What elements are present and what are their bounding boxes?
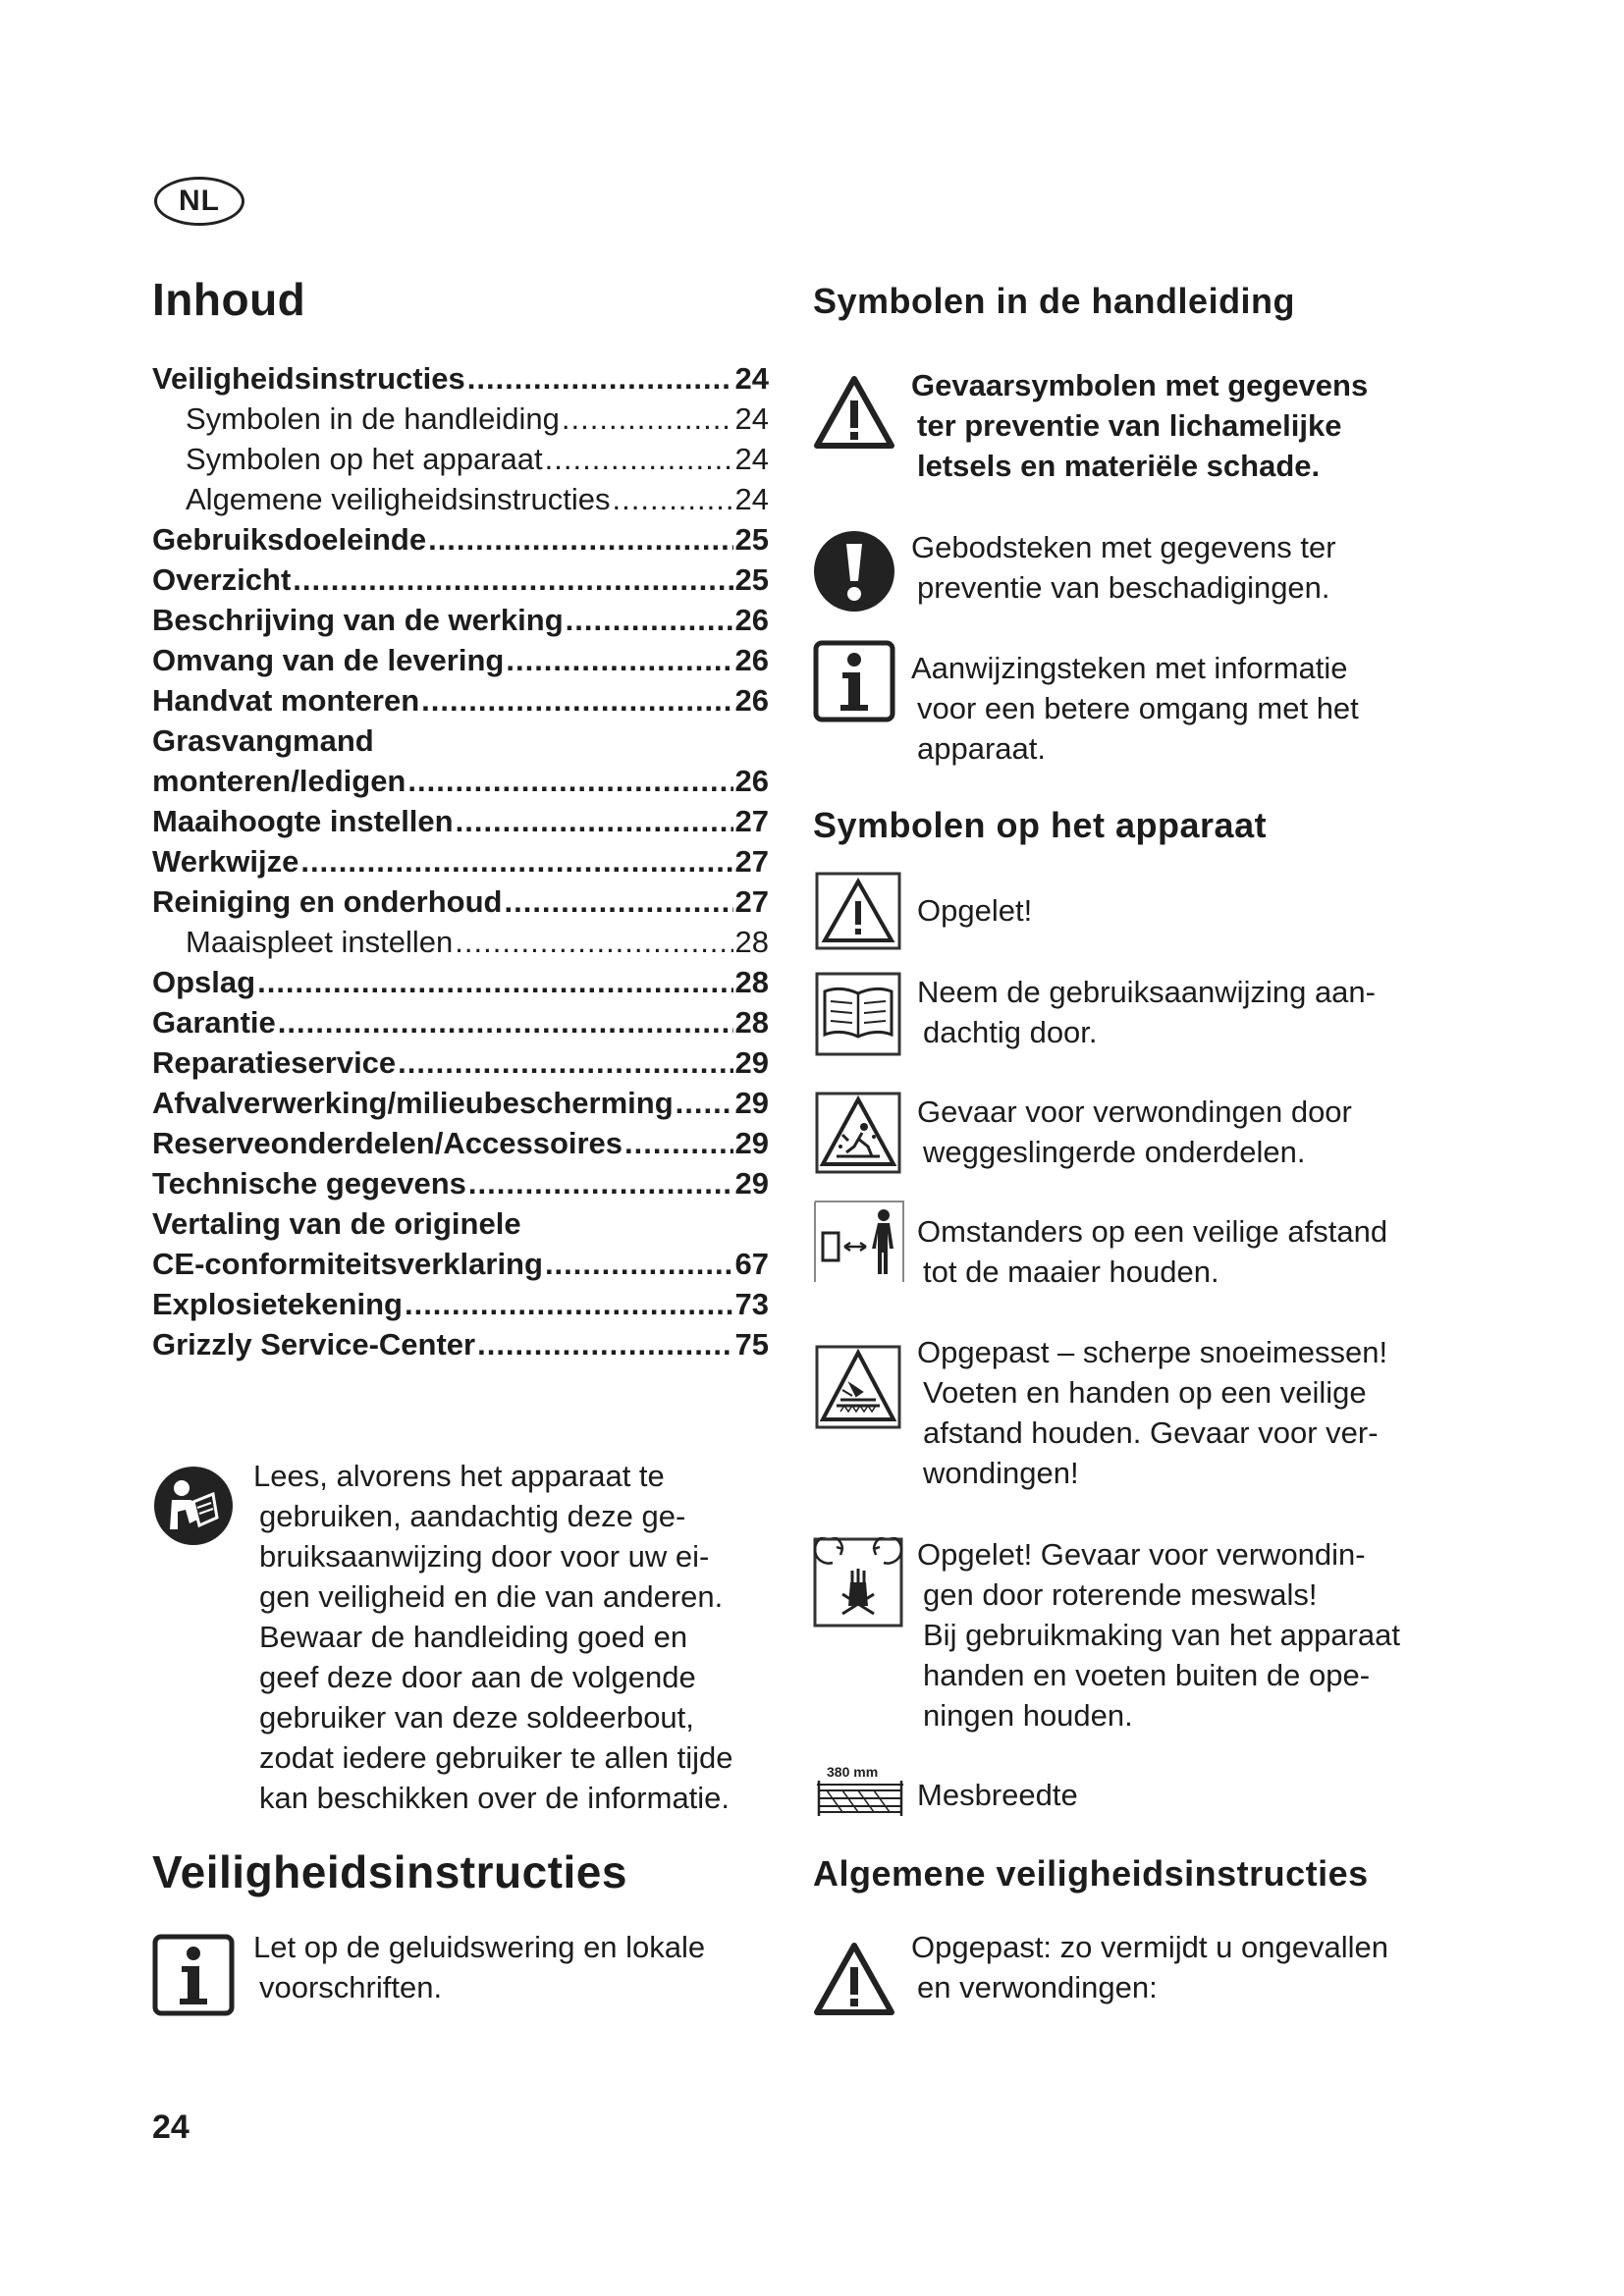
toc-title: Inhoud [152,274,306,325]
toc-entry-title: Symbolen op het apparaat [186,442,543,476]
text-line: weggeslingerde onderdelen. [923,1135,1306,1169]
device-symbol-text-thrown [917,1092,1352,1172]
device-symbol-text-width [917,1775,1078,1815]
toc-leader-dots [477,1327,732,1362]
text-line: gen veiligheid en die van anderen. [259,1579,724,1614]
toc-leader-dots [613,482,733,517]
toc-entry-title: Grasvangmand [152,723,374,758]
language-badge [154,177,244,226]
toc-entry [152,401,769,442]
toc-leader-dots [624,1126,732,1161]
text-line: bruiksaanwijzing door voor uw ei- [259,1539,710,1574]
toc-entry-page: 29 [734,1166,769,1201]
toc-entry-title: Veiligheidsinstructies [152,361,465,396]
manual-symbol-text-info [911,648,1359,769]
toc-entry-page: 26 [734,643,769,677]
text-line: gebruiker van deze soldeerbout, [259,1700,694,1735]
toc-entry [152,1126,769,1166]
toc-leader-dots [456,804,733,839]
text-line: Opgelet! Gevaar voor verwondin- [917,1537,1366,1572]
toc-entry [152,1206,769,1247]
toc-entry [152,723,769,764]
text-line: Lees, alvorens het apparaat te [253,1459,665,1493]
text-line: wondingen! [923,1456,1079,1490]
toc-entry-page: 24 [734,361,769,396]
language-code: NL [179,185,220,217]
toc-entry [152,965,769,1005]
text-line: afstand houden. Gevaar voor ver- [923,1415,1379,1450]
toc-leader-dots [506,643,732,678]
toc-entry [152,562,769,603]
text-line: Let op de geluidswering en lokale [253,1930,706,1964]
toc-entry-title: CE-conformiteitsverklaring [152,1247,543,1281]
toc-leader-dots [504,884,732,920]
text-line: Opgepast – scherpe snoeimessen! [917,1335,1388,1369]
device-symbol-text-caution [917,890,1032,931]
warning-triangle-icon [813,375,895,450]
safety-note [253,1927,705,2007]
toc-leader-dots [300,844,732,880]
rotating-blades-icon [813,1537,903,1628]
manual-symbol-text-mandatory [911,527,1336,608]
toc-leader-dots [455,925,732,960]
toc-entry-page: 75 [734,1327,769,1362]
safety-title: Veiligheidsinstructies [152,1846,627,1897]
device-symbols-title: Symbolen op het apparaat [813,805,1268,845]
page-number: 24 [152,2109,189,2146]
text-line: Gebodsteken met gegevens ter [911,530,1336,564]
toc-entry [152,482,769,522]
toc-entry-title: Reserveonderdelen/Accessoires [152,1126,623,1160]
text-line: Gevaarsymbolen met gegevens [911,368,1369,402]
toc-entry [152,1166,769,1206]
warning-triangle-icon [813,1942,895,2016]
toc-entry-title: Maaihoogte instellen [152,804,454,838]
toc-entry-page: 26 [734,764,769,798]
read-manual-icon [152,1465,235,1547]
toc-entry [152,522,769,562]
toc-entry [152,764,769,804]
toc-entry-page: 24 [734,401,769,436]
caution-icon [815,872,901,950]
toc-entry-title: Werkwijze [152,844,299,879]
text-line: voorschriften. [259,1970,443,2004]
toc-entry-page: 28 [734,1005,769,1040]
text-line: zodat iedere gebruiker te allen tijde [259,1740,733,1775]
text-line: apparaat. [917,731,1046,766]
toc-leader-dots [562,401,733,437]
toc-leader-dots [545,1247,733,1282]
toc-entry-page: 24 [734,442,769,476]
general-safety-title: Algemene veiligheidsinstructies [813,1853,1369,1894]
toc-entry-title: Garantie [152,1005,276,1040]
toc-leader-dots [405,1287,733,1322]
toc-entry-page: 24 [734,482,769,516]
device-symbol-text-bystander [917,1211,1387,1292]
toc-entry-title: Handvat monteren [152,683,420,718]
toc-leader-dots [407,764,732,799]
toc-entry-title: Symbolen in de handleiding [186,401,560,436]
text-line: Voeten en handen op een veilige [923,1375,1367,1410]
toc-entry-title: Overzicht [152,562,292,597]
toc-leader-dots [278,1005,733,1041]
info-sign-icon [813,640,895,722]
toc-entry [152,442,769,482]
thrown-objects-icon [815,1092,901,1174]
toc-leader-dots [545,442,733,477]
toc-entry [152,884,769,925]
toc-entry [152,844,769,884]
manual-symbols-title: Symbolen in de handleiding [813,281,1296,321]
device-symbol-text-blades [917,1332,1387,1493]
toc-entry-page: 25 [734,522,769,557]
text-line: Omstanders op een veilige afstand [917,1214,1388,1249]
toc-leader-dots [293,562,732,598]
read-manual-notice [253,1456,733,1818]
toc-leader-dots [468,1166,733,1201]
device-symbol-text-read [917,972,1376,1052]
sharp-blades-icon [815,1345,901,1429]
toc-entry [152,1327,769,1367]
text-line: Bewaar de handleiding goed en [259,1620,688,1654]
toc-entry-title: Vertaling van de originele [152,1206,521,1241]
toc-entry-page: 28 [734,925,769,959]
text-line: Opgelet! [917,893,1033,928]
toc-entry-title: Beschrijving van de werking [152,603,564,637]
toc-leader-dots [676,1086,733,1121]
text-line: ningen houden. [923,1698,1133,1733]
device-symbol-text-rotating [917,1534,1400,1735]
toc-leader-dots [421,683,732,719]
toc-leader-dots [257,965,732,1000]
toc-leader-dots [398,1045,732,1081]
toc-entry [152,1045,769,1086]
toc-entry [152,1005,769,1045]
text-line: gebruiken, aandachtig deze ge- [259,1499,686,1533]
manual-symbol-text-danger [911,365,1368,486]
toc-entry-title: Omvang van de levering [152,643,505,677]
toc-entry-page: 29 [734,1126,769,1160]
toc-entry [152,1086,769,1126]
toc-entry-title: Gebruiksdoeleinde [152,522,427,557]
toc-entry-title: Afvalverwerking/milieubescherming [152,1086,674,1120]
text-line: Opgepast: zo vermijdt u ongevallen [911,1930,1388,1964]
cutting-width-label: 380 mm [827,1764,879,1780]
text-line: geef deze door aan de volgende [259,1660,696,1694]
toc-entry [152,925,769,965]
toc-entry-title: Reiniging en onderhoud [152,884,503,919]
toc-entry [152,603,769,643]
bystander-distance-icon [813,1200,905,1284]
text-line: tot de maaier houden. [923,1255,1219,1289]
toc-entry-title: Reparatieservice [152,1045,397,1080]
toc-entry-page: 26 [734,683,769,718]
toc-entry-page: 29 [734,1045,769,1080]
text-line: preventie van beschadigingen. [917,570,1330,605]
toc-entry-page: 27 [734,844,769,879]
mandatory-sign-icon [813,530,895,613]
text-line: Mesbreedte [917,1778,1078,1812]
toc-leader-dots [566,603,733,638]
toc-entry-page: 29 [734,1086,769,1120]
text-line: handen en voeten buiten de ope- [923,1658,1371,1692]
text-line: en verwondingen: [917,1970,1158,2004]
toc-entry [152,361,769,401]
toc-entry [152,1247,769,1287]
text-line: gen door roterende meswals! [923,1577,1318,1612]
toc-entry [152,1287,769,1327]
toc-entry-title: Maaispleet instellen [186,925,454,959]
info-sign-icon [152,1934,235,2016]
text-line: Bij gebruikmaking van het apparaat [923,1618,1400,1652]
text-line: dachtig door. [923,1015,1098,1049]
table-of-contents [152,361,769,1367]
toc-leader-dots [428,522,732,558]
text-line: Aanwijzingsteken met informatie [911,651,1348,685]
toc-entry-page: 67 [734,1247,769,1281]
toc-entry [152,683,769,723]
toc-leader-dots [467,361,733,397]
toc-entry-title: Grizzly Service-Center [152,1327,476,1362]
toc-entry-title: Opslag [152,965,256,999]
toc-entry-page: 27 [734,884,769,919]
toc-entry-title: Algemene veiligheidsinstructies [186,482,611,516]
toc-entry-page: 28 [734,965,769,999]
text-line: letsels en materiële schade. [917,449,1321,483]
toc-entry-title: Explosietekening [152,1287,403,1321]
toc-entry-page: 27 [734,804,769,838]
toc-entry-title: monteren/ledigen [152,764,406,798]
text-line: voor een betere omgang met het [917,691,1359,725]
text-line: ter preventie van lichamelijke [917,408,1342,443]
toc-entry-page: 73 [734,1287,769,1321]
general-safety-text [911,1927,1388,2007]
text-line: Neem de gebruiksaanwijzing aan- [917,975,1376,1009]
toc-entry-title: Technische gegevens [152,1166,466,1201]
toc-entry [152,643,769,683]
toc-entry [152,804,769,844]
text-line: kan beschikken over de informatie. [259,1781,731,1815]
text-line: Gevaar voor verwondingen door [917,1095,1352,1129]
toc-entry-page: 25 [734,562,769,597]
read-instructions-icon [815,972,901,1056]
toc-entry-page: 26 [734,603,769,637]
cutting-width-icon [813,1761,907,1820]
